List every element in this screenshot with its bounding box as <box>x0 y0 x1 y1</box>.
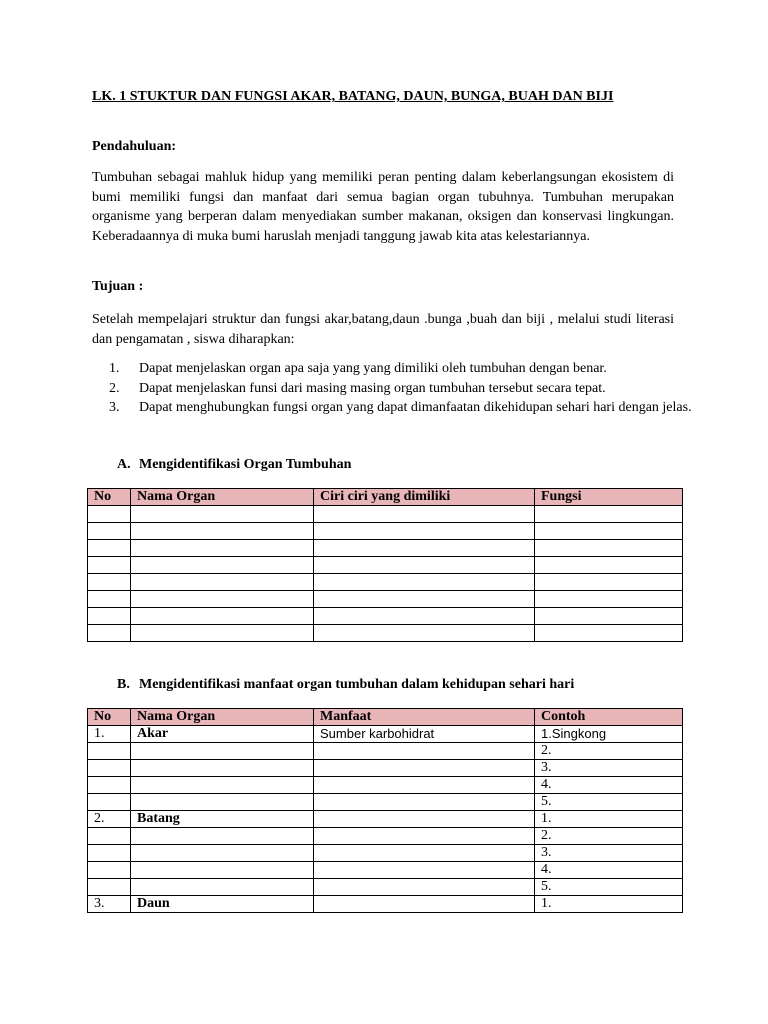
cell-no[interactable] <box>88 828 131 845</box>
header-function: Fungsi <box>535 489 683 506</box>
cell-benefit[interactable] <box>314 760 535 777</box>
table-header-row <box>88 709 683 726</box>
cell-benefit[interactable] <box>314 794 535 811</box>
cell-benefit[interactable] <box>314 862 535 879</box>
cell-example[interactable]: 4. <box>535 777 683 794</box>
table-row <box>88 828 683 845</box>
table-row <box>88 557 683 574</box>
goal-list <box>92 359 721 418</box>
cell-no[interactable] <box>88 777 131 794</box>
cell-example[interactable]: 5. <box>535 794 683 811</box>
header-characteristics: Ciri ciri yang dimiliki <box>314 489 535 506</box>
cell-benefit[interactable] <box>314 777 535 794</box>
cell-organ-name[interactable] <box>131 743 314 760</box>
cell-example[interactable]: 1.Singkong <box>535 726 683 743</box>
cell-no[interactable] <box>88 760 131 777</box>
cell-organ-name[interactable] <box>131 879 314 896</box>
cell-organ-name[interactable] <box>131 760 314 777</box>
cell-benefit[interactable] <box>314 828 535 845</box>
table-row <box>88 811 683 828</box>
intro-paragraph: Tumbuhan sebagai mahluk hidup yang memiliki peran penting dalam keberlangsungan ekosistem di bumi memiliki fungsi dan manfaat dari semua bagian organ tubuhnya. Tumbuhan merupakan organisme yang berperan dalam menyediakan sumber makanan, oksigen dan konservasi lingkungan. Keberadaannya di muka bumi haruslah menjadi tanggung jawab kita atas kelestariannya. <box>92 170 674 244</box>
cell-example[interactable]: 3. <box>535 845 683 862</box>
cell-no[interactable]: 3. <box>88 896 131 913</box>
benefit-table-body <box>88 726 683 913</box>
header-no: No <box>88 709 131 726</box>
header-no: No <box>88 489 131 506</box>
table-row <box>88 845 683 862</box>
table-row <box>88 574 683 591</box>
intro-heading: Pendahuluan: <box>92 139 177 154</box>
cell-benefit[interactable] <box>314 879 535 896</box>
table-row <box>88 862 683 879</box>
cell-organ-name[interactable] <box>131 794 314 811</box>
table-row <box>88 760 683 777</box>
header-example: Contoh <box>535 709 683 726</box>
table-row <box>88 794 683 811</box>
cell-organ-name[interactable] <box>131 845 314 862</box>
organ-benefit-table <box>87 708 683 913</box>
table-row <box>88 591 683 608</box>
cell-example[interactable]: 2. <box>535 743 683 760</box>
goal-item: 1. Dapat menjelaskan organ apa saja yang yang dimiliki oleh tumbuhan dengan benar. <box>109 361 607 376</box>
header-benefit: Manfaat <box>314 709 535 726</box>
table-row <box>88 896 683 913</box>
section-a-title: A. Mengidentifikasi Organ Tumbuhan <box>117 457 352 472</box>
cell-example[interactable]: 1. <box>535 811 683 828</box>
document-title: LK. 1 STUKTUR DAN FUNGSI AKAR, BATANG, DAUN, BUNGA, BUAH DAN BIJI <box>92 89 614 104</box>
cell-no[interactable] <box>88 862 131 879</box>
table-row <box>88 743 683 760</box>
table-row <box>88 777 683 794</box>
table-row <box>88 879 683 896</box>
cell-organ-name[interactable] <box>131 862 314 879</box>
goal-item: 2. Dapat menjelaskan funsi dari masing masing organ tumbuhan tersebut secara tepat. <box>109 380 606 396</box>
cell-no[interactable] <box>88 879 131 896</box>
organ-identification-table <box>87 488 683 642</box>
cell-no[interactable]: 1. <box>88 726 131 743</box>
cell-no[interactable] <box>88 845 131 862</box>
cell-example[interactable]: 1. <box>535 896 683 913</box>
cell-benefit[interactable] <box>314 743 535 760</box>
goal-paragraph: Setelah mempelajari struktur dan fungsi akar,batang,daun .bunga ,buah dan biji , melalui studi literasi dan pengamatan , siswa diharapkan: <box>92 312 674 347</box>
header-organ-name: Nama Organ <box>131 489 314 506</box>
cell-example[interactable]: 3. <box>535 760 683 777</box>
cell-benefit[interactable] <box>314 896 535 913</box>
cell-example[interactable]: 4. <box>535 862 683 879</box>
cell-organ-name[interactable]: Akar <box>131 726 314 743</box>
cell-example[interactable]: 5. <box>535 879 683 896</box>
cell-organ-name[interactable]: Daun <box>131 896 314 913</box>
table-row <box>88 625 683 642</box>
table-row <box>88 523 683 540</box>
cell-no[interactable] <box>88 794 131 811</box>
table-header-row <box>88 489 683 506</box>
goal-heading: Tujuan : <box>92 279 144 294</box>
cell-no[interactable] <box>88 743 131 760</box>
table-row <box>88 608 683 625</box>
cell-no[interactable]: 2. <box>88 811 131 828</box>
cell-benefit[interactable] <box>314 845 535 862</box>
header-organ-name: Nama Organ <box>131 709 314 726</box>
cell-benefit[interactable] <box>314 811 535 828</box>
goal-item: 3. Dapat menghubungkan fungsi organ yang dapat dimanfaatan dikehidupan sehari hari dengan jelas. <box>109 400 692 415</box>
cell-benefit[interactable]: Sumber karbohidrat <box>314 726 535 743</box>
cell-organ-name[interactable]: Batang <box>131 811 314 828</box>
cell-organ-name[interactable] <box>131 828 314 845</box>
table-row <box>88 726 683 743</box>
table-row <box>88 540 683 557</box>
table-row <box>88 506 683 523</box>
section-b-title: B. Mengidentifikasi manfaat organ tumbuhan dalam kehidupan sehari hari <box>117 677 575 692</box>
cell-organ-name[interactable] <box>131 777 314 794</box>
cell-example[interactable]: 2. <box>535 828 683 845</box>
